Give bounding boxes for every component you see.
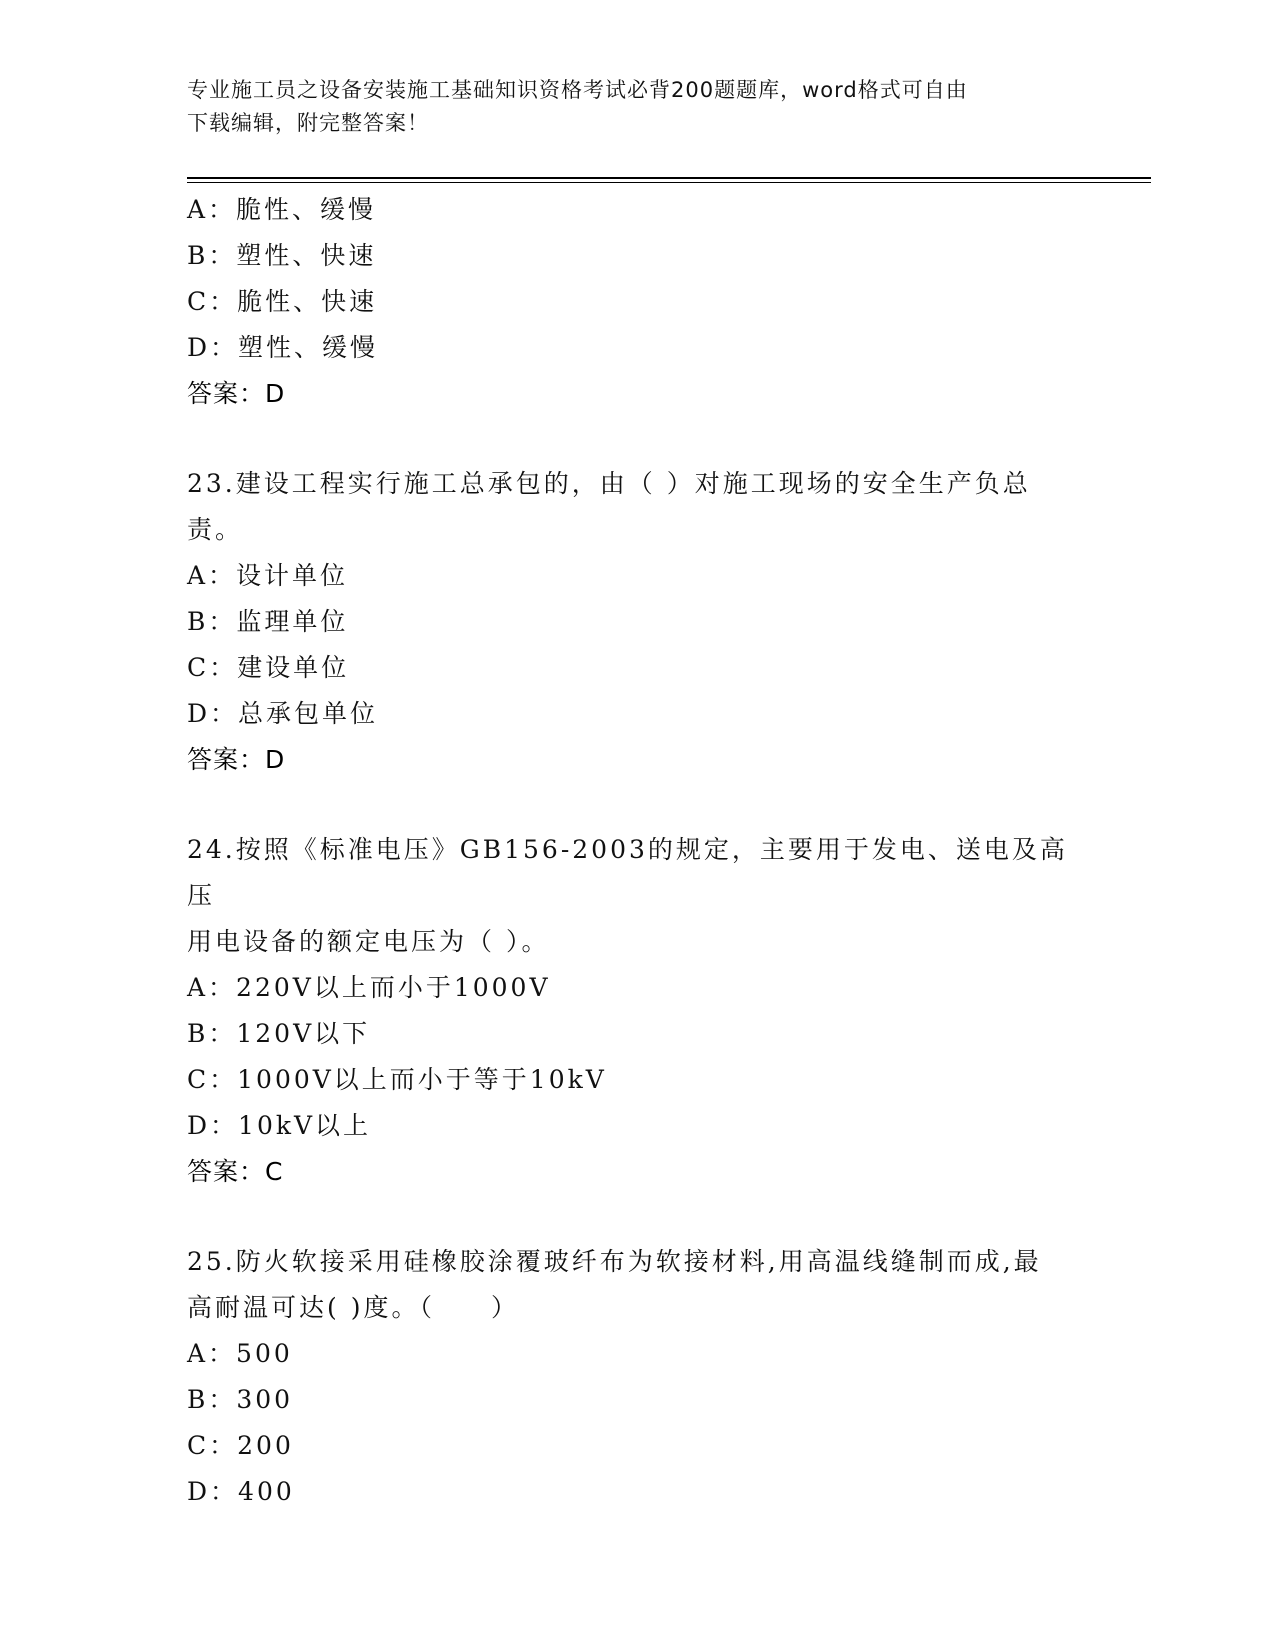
header-line-2: 下载编辑，附完整答案！: [187, 111, 429, 135]
answer: 答案：D: [187, 379, 286, 408]
option-c: C：脆性、快速: [187, 287, 378, 316]
answer: 答案：D: [187, 745, 286, 774]
option-a: A：500: [187, 1339, 293, 1368]
question-stem-line-2: 高耐温可达( )度。（ ）: [187, 1293, 519, 1322]
option-d: D：10kV以上: [187, 1111, 372, 1140]
question-22-tail: [187, 187, 1087, 417]
question-stem-line-1: 24.按照《标准电压》GB156-2003的规定，主要用于发电、送电及高压: [187, 835, 1068, 910]
header-line-1: 专业施工员之设备安装施工基础知识资格考试必背200题题库，word格式可自由: [187, 78, 968, 102]
option-a: A：脆性、缓慢: [187, 195, 377, 224]
option-a: A：设计单位: [187, 561, 349, 590]
question-23: [187, 461, 1087, 783]
option-c: C：1000V以上而小于等于10kV: [187, 1065, 607, 1094]
option-b: B：塑性、快速: [187, 241, 377, 270]
question-stem-line-1: 23.建设工程实行施工总承包的，由（ ）对施工现场的安全生产负总: [187, 469, 1031, 498]
header-divider-thin: [187, 182, 1151, 183]
option-b: B：监理单位: [187, 607, 349, 636]
option-a: A：220V以上而小于1000V: [187, 973, 551, 1002]
option-b: B：120V以下: [187, 1019, 371, 1048]
option-d: D：总承包单位: [187, 699, 379, 728]
question-stem-line-2: 责。: [187, 515, 244, 544]
header-divider-thick: [187, 177, 1151, 179]
option-d: D：塑性、缓慢: [187, 333, 379, 362]
option-b: B：300: [187, 1385, 294, 1414]
question-stem-line-1: 25.防火软接采用硅橡胶涂覆玻纤布为软接材料,用高温线缝制而成,最: [187, 1247, 1042, 1276]
document-header: [187, 74, 1067, 140]
question-list: [187, 187, 1087, 1515]
answer: 答案：C: [187, 1157, 284, 1186]
option-c: C：200: [187, 1431, 294, 1460]
option-c: C：建设单位: [187, 653, 350, 682]
option-d: D：400: [187, 1477, 295, 1506]
question-25: [187, 1239, 1087, 1515]
question-stem-line-2: 用电设备的额定电压为（ ）。: [187, 927, 550, 956]
question-24: [187, 827, 1087, 1195]
